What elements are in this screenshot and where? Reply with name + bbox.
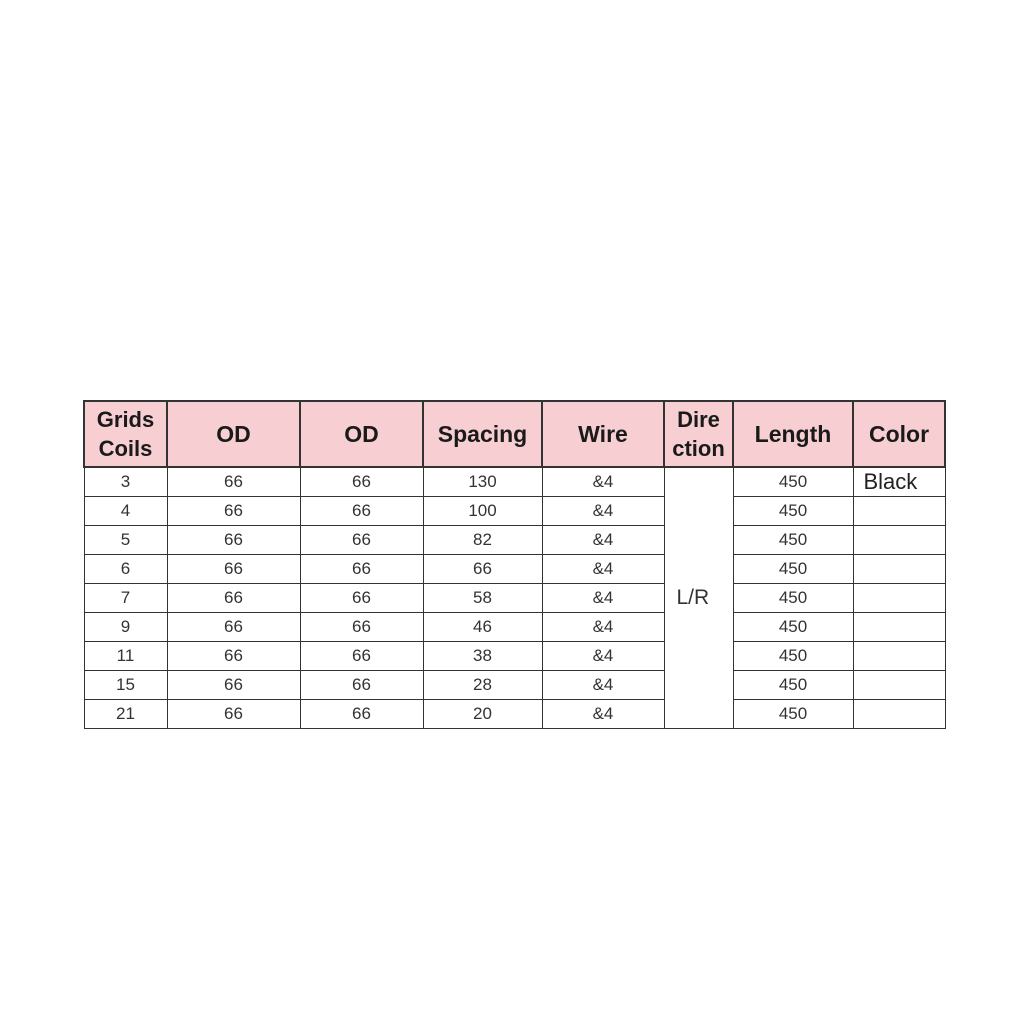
cell-spacing: 130 <box>423 467 542 497</box>
header-grids-coils <box>84 401 167 467</box>
cell-grids: 3 <box>84 467 167 497</box>
cell-color <box>853 700 945 729</box>
cell-color <box>853 613 945 642</box>
cell-spacing: 58 <box>423 584 542 613</box>
cell-od2: 66 <box>300 584 423 613</box>
header-coils-label: Coils <box>98 436 153 461</box>
cell-length: 450 <box>733 700 853 729</box>
header-color: Color <box>853 401 945 467</box>
cell-length: 450 <box>733 642 853 671</box>
cell-spacing: 28 <box>423 671 542 700</box>
cell-color <box>853 497 945 526</box>
header-direction-line2: ction <box>672 436 725 461</box>
cell-od1: 66 <box>167 613 300 642</box>
cell-color <box>853 642 945 671</box>
cell-direction: L/R <box>664 467 733 729</box>
cell-wire: &4 <box>542 613 664 642</box>
cell-grids: 9 <box>84 613 167 642</box>
header-direction <box>664 401 733 467</box>
cell-grids: 4 <box>84 497 167 526</box>
cell-color <box>853 526 945 555</box>
header-spacing: Spacing <box>423 401 542 467</box>
table-row <box>84 526 945 555</box>
header-direction-line1: Dire <box>677 407 720 432</box>
cell-length: 450 <box>733 526 853 555</box>
cell-length: 450 <box>733 467 853 497</box>
cell-spacing: 20 <box>423 700 542 729</box>
cell-od1: 66 <box>167 497 300 526</box>
cell-spacing: 82 <box>423 526 542 555</box>
table-header <box>84 401 945 467</box>
table-body <box>84 467 945 729</box>
cell-grids: 15 <box>84 671 167 700</box>
cell-color <box>853 584 945 613</box>
header-length: Length <box>733 401 853 467</box>
header-wire: Wire <box>542 401 664 467</box>
cell-spacing: 100 <box>423 497 542 526</box>
cell-od1: 66 <box>167 555 300 584</box>
cell-od2: 66 <box>300 613 423 642</box>
spec-table <box>83 400 946 729</box>
cell-od2: 66 <box>300 467 423 497</box>
table-row <box>84 584 945 613</box>
cell-od1: 66 <box>167 467 300 497</box>
cell-grids: 5 <box>84 526 167 555</box>
table-row <box>84 700 945 729</box>
cell-od1: 66 <box>167 642 300 671</box>
cell-length: 450 <box>733 555 853 584</box>
cell-grids: 21 <box>84 700 167 729</box>
cell-od2: 66 <box>300 642 423 671</box>
header-row <box>84 401 945 467</box>
cell-wire: &4 <box>542 555 664 584</box>
table-row <box>84 613 945 642</box>
cell-color <box>853 671 945 700</box>
header-od-1: OD <box>167 401 300 467</box>
cell-grids: 6 <box>84 555 167 584</box>
table-row <box>84 671 945 700</box>
table-row <box>84 642 945 671</box>
cell-od2: 66 <box>300 700 423 729</box>
cell-od2: 66 <box>300 671 423 700</box>
cell-spacing: 38 <box>423 642 542 671</box>
cell-od1: 66 <box>167 700 300 729</box>
cell-wire: &4 <box>542 497 664 526</box>
cell-od2: 66 <box>300 497 423 526</box>
cell-od2: 66 <box>300 526 423 555</box>
table-row <box>84 467 945 497</box>
cell-length: 450 <box>733 497 853 526</box>
cell-spacing: 66 <box>423 555 542 584</box>
cell-wire: &4 <box>542 584 664 613</box>
table-row <box>84 555 945 584</box>
cell-od1: 66 <box>167 526 300 555</box>
cell-length: 450 <box>733 613 853 642</box>
cell-wire: &4 <box>542 467 664 497</box>
cell-wire: &4 <box>542 526 664 555</box>
header-od-2: OD <box>300 401 423 467</box>
cell-wire: &4 <box>542 671 664 700</box>
table-row <box>84 497 945 526</box>
cell-wire: &4 <box>542 642 664 671</box>
cell-od2: 66 <box>300 555 423 584</box>
cell-grids: 7 <box>84 584 167 613</box>
cell-spacing: 46 <box>423 613 542 642</box>
cell-color: Black <box>853 467 945 497</box>
cell-color <box>853 555 945 584</box>
cell-wire: &4 <box>542 700 664 729</box>
cell-grids: 11 <box>84 642 167 671</box>
cell-length: 450 <box>733 671 853 700</box>
header-grids-label: Grids <box>96 407 155 432</box>
cell-od1: 66 <box>167 584 300 613</box>
cell-od1: 66 <box>167 671 300 700</box>
cell-length: 450 <box>733 584 853 613</box>
